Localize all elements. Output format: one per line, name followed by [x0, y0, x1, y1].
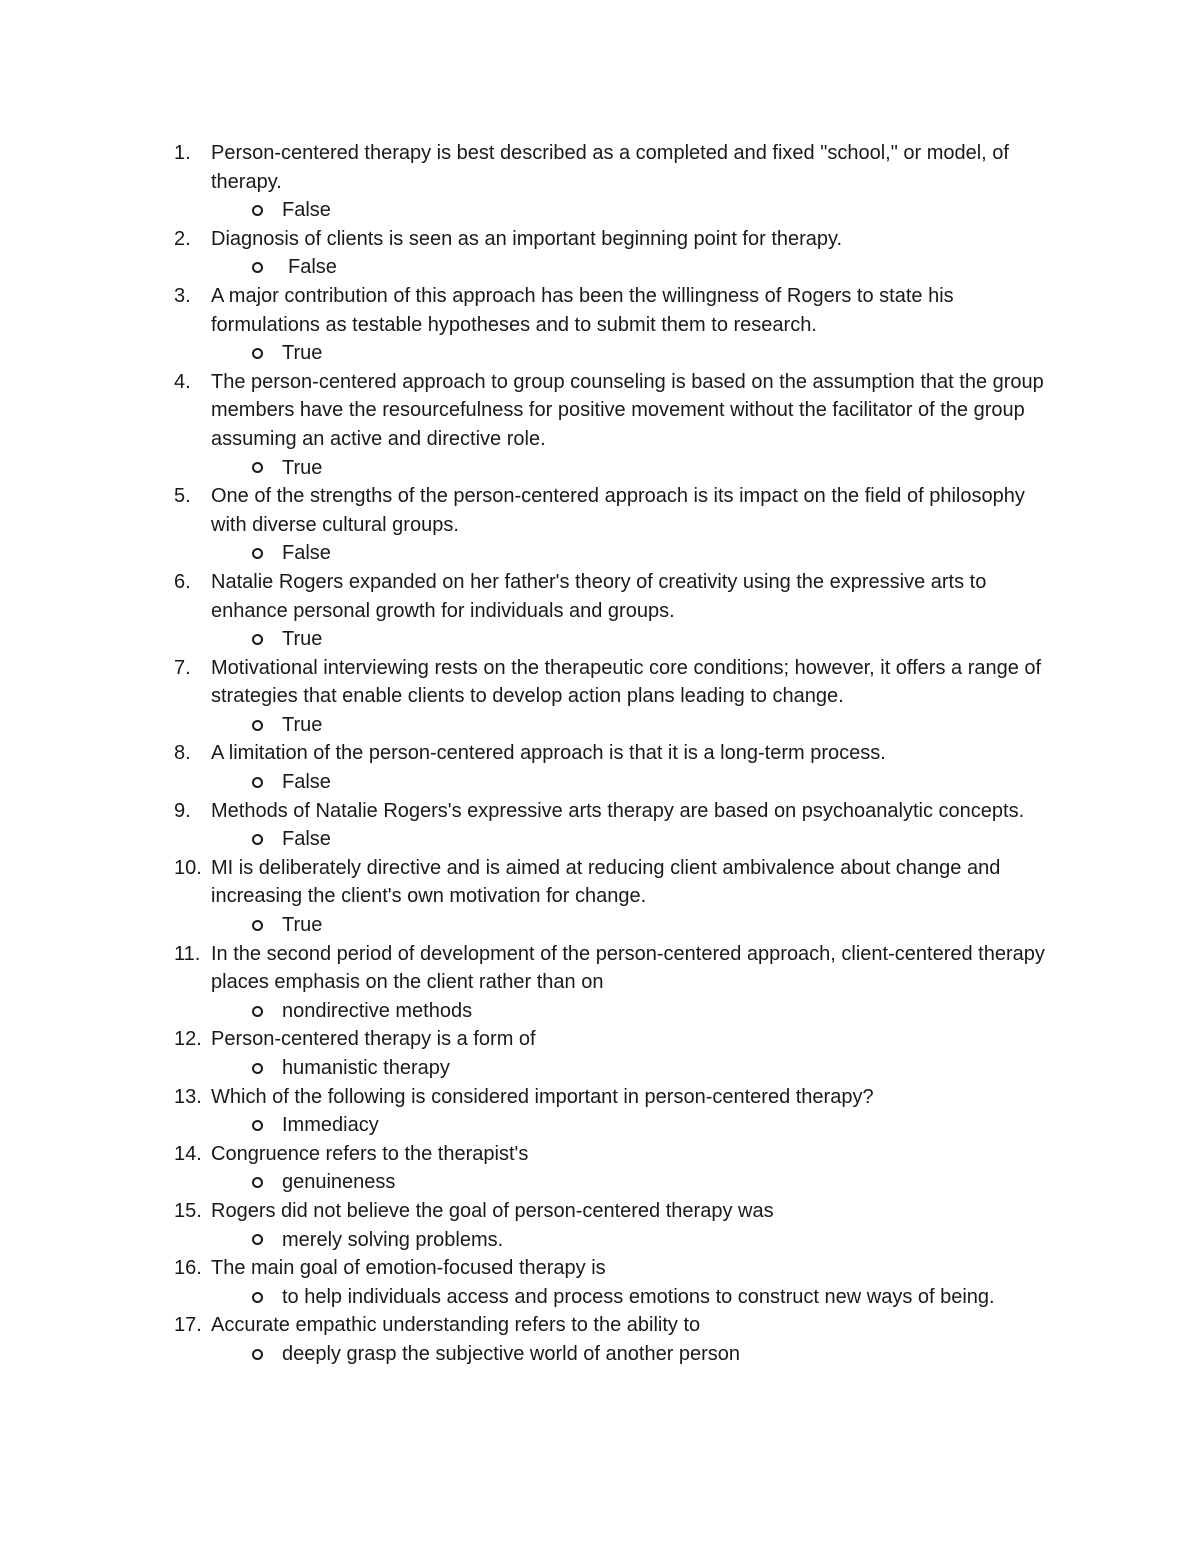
answer-text: genuineness [282, 1171, 396, 1194]
answer-text: merely solving problems. [282, 1228, 504, 1251]
hollow-circle-bullet-icon [252, 1006, 263, 1017]
answer-row [174, 997, 1074, 1026]
question-number: 8. [174, 742, 191, 765]
answer-row [174, 1111, 1074, 1140]
question-item [174, 482, 1074, 568]
question-number: 5. [174, 485, 191, 508]
question-text: In the second period of development of the person-centered approach, client-centered therapy places emphasis on the client rather than on [211, 942, 1045, 994]
hollow-circle-bullet-icon [252, 205, 263, 216]
question-text: A major contribution of this approach has been the willingness of Rogers to state his formulations as testable hypotheses and to submit them to research. [211, 284, 954, 336]
question-number: 17. [174, 1314, 202, 1337]
answer-row [174, 1168, 1074, 1197]
question-item [174, 1311, 1074, 1368]
answer-text: True [282, 914, 323, 937]
question-number: 11. [174, 942, 201, 965]
answer-row [174, 1226, 1074, 1255]
hollow-circle-bullet-icon [252, 720, 263, 731]
question-text: Person-centered therapy is a form of [211, 1028, 536, 1051]
question-text: Congruence refers to the therapist's [211, 1142, 529, 1165]
hollow-circle-bullet-icon [252, 548, 263, 559]
question-item [174, 854, 1074, 940]
answer-text: True [282, 342, 323, 365]
question-text: Person-centered therapy is best described as a completed and fixed "school," or model, of therapy. [211, 142, 1009, 193]
question-text: Natalie Rogers expanded on her father's theory of creativity using the expressive arts to enhance personal growth for individuals and groups. [211, 570, 987, 622]
answer-row [174, 1283, 1074, 1312]
hollow-circle-bullet-icon [252, 1292, 263, 1303]
question-number: 7. [174, 656, 191, 679]
question-number: 4. [174, 370, 191, 393]
answer-text: False [282, 542, 331, 565]
hollow-circle-bullet-icon [252, 920, 263, 931]
question-text: The person-centered approach to group counseling is based on the assumption that the group members have the resourcefulness for positive movement without the facilitator of the group assuming an active and directive role. [211, 370, 1044, 450]
hollow-circle-bullet-icon [252, 262, 263, 273]
question-text: Accurate empathic understanding refers to the ability to [211, 1314, 701, 1337]
question-text: Rogers did not believe the goal of person-centered therapy was [211, 1199, 774, 1222]
question-text: One of the strengths of the person-centered approach is its impact on the field of philosophy with diverse cultural groups. [211, 485, 1025, 536]
answer-row [174, 454, 1074, 483]
answer-text: humanistic therapy [282, 1057, 450, 1079]
question-item [174, 1025, 1074, 1082]
hollow-circle-bullet-icon [252, 1120, 263, 1131]
question-item [174, 797, 1074, 854]
answer-text: False [288, 256, 337, 279]
hollow-circle-bullet-icon [252, 1234, 263, 1245]
hollow-circle-bullet-icon [252, 348, 263, 359]
question-number: 9. [174, 799, 191, 822]
hollow-circle-bullet-icon [252, 777, 263, 788]
answer-row [174, 1340, 1074, 1369]
answer-row [174, 196, 1074, 225]
question-item [174, 368, 1074, 482]
question-item [174, 739, 1074, 796]
answer-text: deeply grasp the subjective world of another person [282, 1342, 741, 1365]
question-number: 3. [174, 284, 191, 307]
question-item [174, 654, 1074, 740]
answer-text: True [282, 456, 323, 479]
answer-text: True [282, 628, 323, 651]
answer-text: True [282, 713, 323, 736]
question-item [174, 940, 1074, 1026]
answer-row [174, 339, 1074, 368]
answer-row [174, 825, 1074, 854]
answer-row [174, 911, 1074, 940]
answer-row [174, 1054, 1074, 1083]
answer-row [174, 768, 1074, 797]
hollow-circle-bullet-icon [252, 634, 263, 645]
question-item [174, 1254, 1074, 1311]
answer-row [174, 711, 1074, 740]
question-text: MI is deliberately directive and is aimed at reducing client ambivalence about change and increasing the client's own motivation for change. [211, 856, 1001, 908]
answer-row [174, 253, 1074, 282]
hollow-circle-bullet-icon [252, 1063, 263, 1074]
hollow-circle-bullet-icon [252, 462, 263, 473]
hollow-circle-bullet-icon [252, 1349, 263, 1360]
question-number: 12. [174, 1028, 202, 1051]
question-number: 15. [174, 1199, 202, 1222]
question-list [174, 139, 1074, 1369]
question-item [174, 139, 1074, 225]
question-number: 14. [174, 1142, 202, 1165]
question-text: Which of the following is considered important in person-centered therapy? [211, 1085, 874, 1108]
question-item [174, 568, 1074, 654]
answer-text: to help individuals access and process emotions to construct new ways of being. [282, 1285, 995, 1308]
question-item [174, 1083, 1074, 1140]
answer-text: False [282, 199, 331, 222]
question-text: Motivational interviewing rests on the therapeutic core conditions; however, it offers a range of strategies that enable clients to develop action plans leading to change. [211, 656, 1042, 708]
answer-text: False [282, 828, 331, 851]
question-item [174, 1140, 1074, 1197]
question-number: 6. [174, 570, 191, 593]
question-text: The main goal of emotion-focused therapy is [211, 1257, 606, 1280]
question-number: 1. [174, 142, 191, 164]
question-item [174, 282, 1074, 368]
question-number: 2. [174, 227, 191, 250]
question-number: 16. [174, 1257, 202, 1280]
question-item [174, 1197, 1074, 1254]
answer-text: nondirective methods [282, 999, 473, 1022]
hollow-circle-bullet-icon [252, 1177, 263, 1188]
question-text: Methods of Natalie Rogers's expressive arts therapy are based on psychoanalytic concepts. [211, 799, 1025, 822]
answer-text: Immediacy [282, 1114, 379, 1137]
question-item [174, 225, 1074, 282]
question-number: 10. [174, 856, 202, 879]
question-text: Diagnosis of clients is seen as an important beginning point for therapy. [211, 227, 843, 250]
question-text: A limitation of the person-centered approach is that it is a long-term process. [211, 742, 886, 765]
question-number: 13. [174, 1085, 202, 1108]
answer-row [174, 539, 1074, 568]
hollow-circle-bullet-icon [252, 834, 263, 845]
answer-row [174, 625, 1074, 654]
answer-text: False [282, 771, 331, 794]
